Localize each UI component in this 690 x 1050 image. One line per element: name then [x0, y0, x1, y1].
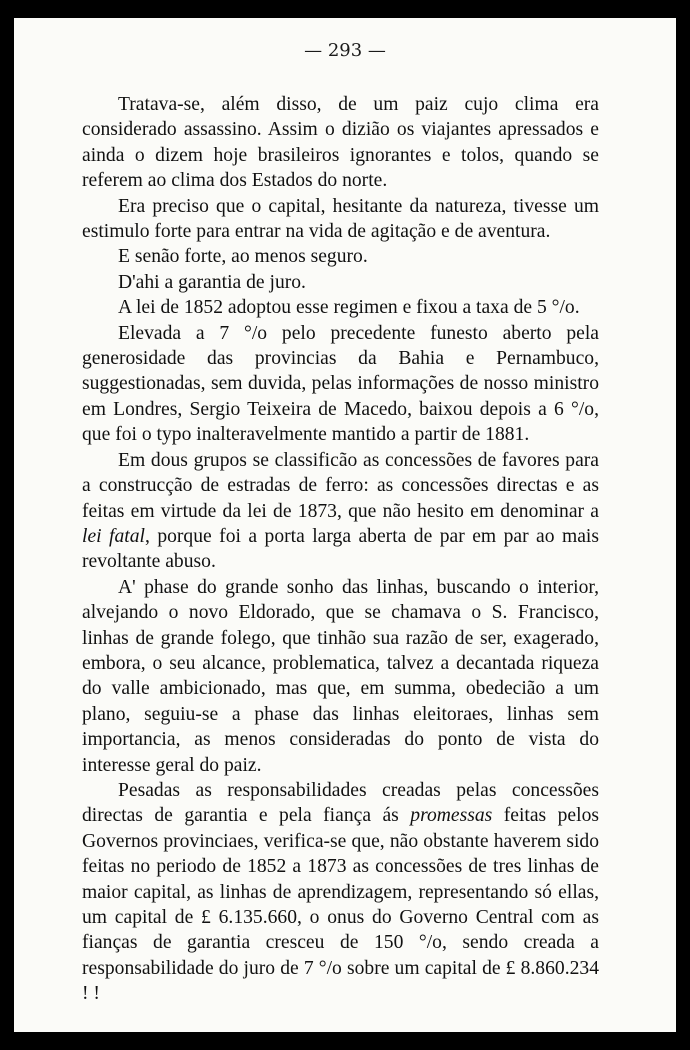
paragraph: [82, 778, 599, 1007]
paragraph: A lei de 1852 adoptou esse regimen e fixou a taxa de 5 °/o.: [118, 297, 580, 319]
paragraph-text: feitas pelos Governos provinciaes, verifica-se que, não obstante haverem sido feitas no periodo de 1852 a 1873 as concessões de tres linhas de maior capital, as linhas de aprendizagem, representando só ellas, um capital de £ 6.135.660, o onus do Governo Central com as fianças de garantia cresceu de 150 °/o, sendo creada a responsabilidade do juro de 7 °/o sobre um capital de £ 8.860.234 ! !: [82, 805, 599, 1005]
paragraph-text: , porque foi a porta larga aberta de par em par ao mais revoltante abuso.: [82, 525, 599, 573]
paragraph: D'ahi a garantia de juro.: [118, 271, 306, 293]
italic-phrase: lei fatal: [82, 525, 145, 547]
page-number: — 293 —: [304, 40, 386, 61]
paragraph: A' phase do grande sonho das linhas, buscando o interior, alvejando o novo Eldorado, que se chamava o S. Francisco, linhas de grande folego, que tinhão sua razão de ser, exagerado, embora, o seu alcance, problematica, talvez a decantada riqueza do valle ambicionado, mas que, em summa, obedecião a um plano, seguiu-se a phase das linhas eleitoraes, linhas sem importancia, as menos consideradas do ponto de vista do interesse geral do paiz.: [82, 576, 599, 776]
italic-phrase: promessas: [410, 805, 493, 827]
paragraph: E senão forte, ao menos seguro.: [118, 246, 368, 268]
paragraph-text: Pesadas as responsabilidades creadas pelas concessões directas de garantia e pela fiança ás: [82, 779, 599, 827]
paragraph: Elevada a 7 °/o pelo precedente funesto aberto pela generosidade das provincias da Bahia e Pernambuco, suggestionadas, sem duvida, pelas informações de nosso ministro em Londres, Sergio Teixeira de Macedo, baixou depois a 6 °/o, que foi o typo inalteravelmente mantido a partir de 1881.: [82, 322, 599, 446]
body-text: [82, 92, 599, 1007]
paragraph: Tratava-se, além disso, de um paiz cujo clima era considerado assassino. Assim o dizião os viajantes apressados e ainda o dizem hoje brasileiros ignorantes e tolos, quando se referem ao clima dos Estados do norte.: [82, 94, 599, 192]
paragraph: Era preciso que o capital, hesitante da natureza, tivesse um estimulo forte para entrar na vida de agitação e de aventura.: [82, 195, 599, 243]
paragraph-text: Em dous grupos se classificão as concessões de favores para a construcção de estradas de ferro: as concessões directas e as feitas em virtude da lei de 1873, que não hesito em denominar a: [82, 449, 599, 522]
paragraph: [82, 448, 599, 575]
